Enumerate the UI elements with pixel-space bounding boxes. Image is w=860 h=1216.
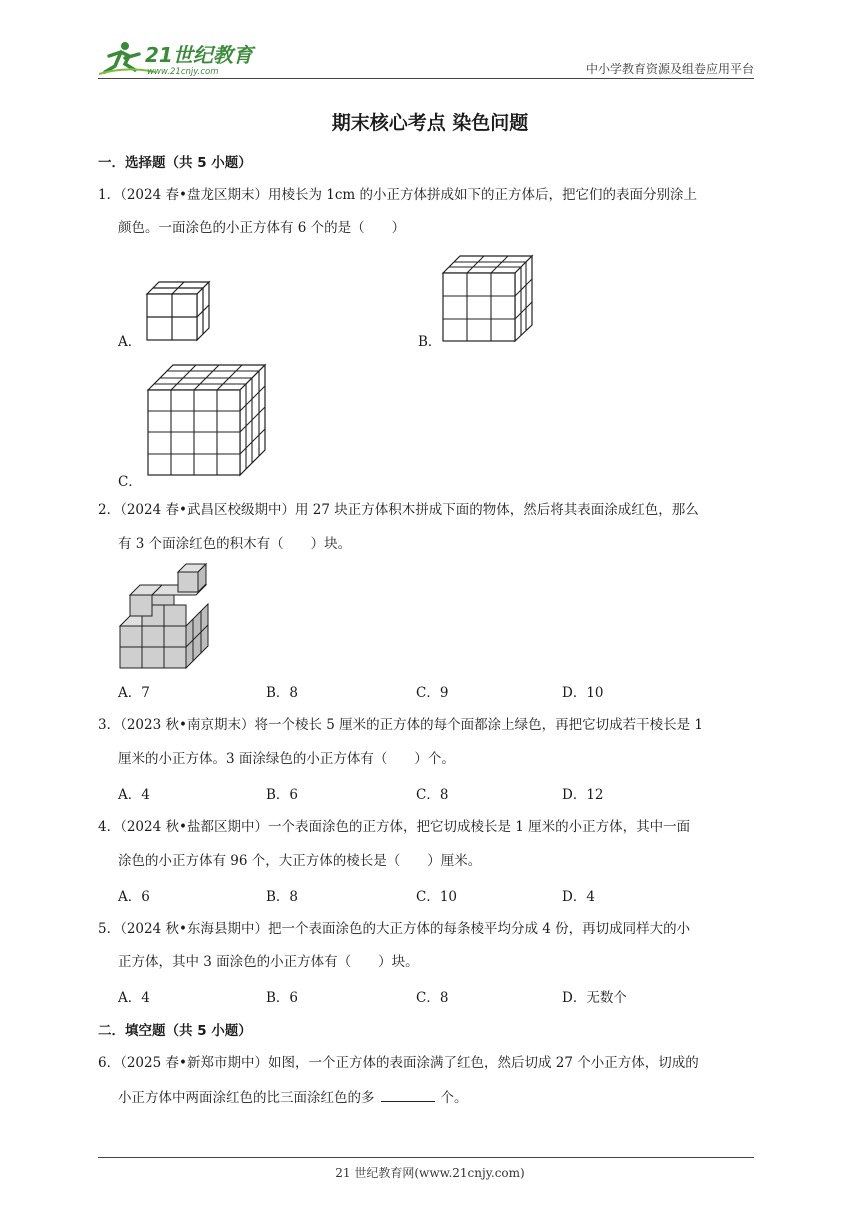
footer-text: 21 世纪教育网(www.21cnjy.com) [335, 1166, 525, 1180]
q4-option-c: C．10 [416, 889, 458, 905]
site-logo [95, 36, 260, 80]
page-title: 期末核心考点 染色问题 [331, 112, 529, 134]
svg-text:www.21cnjy.com: www.21cnjy.com [147, 67, 219, 77]
question-2-text-cont: 有 3 个面涂红色的积木有（ ）块。 [118, 536, 352, 552]
svg-text:21世纪教育: 21世纪教育 [145, 43, 253, 67]
question-3-text-cont: 厘米的小正方体。3 面涂绿色的小正方体有（ ）个。 [118, 751, 455, 767]
q3-option-b: B．6 [266, 787, 299, 803]
q1-option-b-cube-3x3 [440, 253, 536, 343]
q5-option-a: A．4 [118, 990, 150, 1006]
q3-option-a: A．4 [118, 787, 150, 803]
q5-option-b: B．6 [266, 990, 299, 1006]
q1-option-c-cube-4x4 [145, 362, 269, 478]
q2-option-b: B．8 [266, 685, 299, 701]
q4-option-a: A．6 [118, 889, 150, 905]
q2-option-c: C．9 [416, 685, 449, 701]
q6-answer-blank[interactable] [381, 1087, 435, 1102]
question-6-text: 6．（2025 春•新郑市期中）如图，一个正方体的表面涂满了红色，然后切成 27 个小正方体，切成的 [98, 1055, 699, 1071]
q3-option-d: D．12 [562, 787, 604, 803]
q2-option-d: D．10 [562, 685, 604, 701]
q4-option-b: B．8 [266, 889, 299, 905]
question-1-text-cont: 颜色。一面涂色的小正方体有 6 个的是（ ） [118, 220, 406, 236]
q1-option-a-cube-2x2 [145, 280, 215, 342]
question-5-text-cont: 正方体，其中 3 面涂色的小正方体有（ ）块。 [118, 954, 419, 970]
question-4-text-cont: 涂色的小正方体有 96 个，大正方体的棱长是（ ）厘米。 [118, 853, 482, 869]
q5-option-c: C．8 [416, 990, 449, 1006]
question-6-text-cont [118, 1087, 468, 1108]
q1-option-c-label: C． [118, 474, 142, 490]
q2-stacked-blocks-figure [116, 560, 216, 672]
q2-option-a: A．7 [118, 685, 150, 701]
q3-option-c: C．8 [416, 787, 449, 803]
question-3-text: 3．（2023 秋•南京期末）将一个棱长 5 厘米的正方体的每个面都涂上绿色，再把它切成若干棱长是 1 [98, 717, 704, 733]
section-heading-choice: 一．选择题（共 5 小题） [98, 155, 252, 171]
q6-text-after-blank: 个。 [440, 1090, 468, 1106]
question-2-text: 2．（2024 春•武昌区校级期中）用 27 块正方体积木拼成下面的物体，然后将其表面涂成红色，那么 [98, 502, 699, 518]
header-tagline: 中小学教育资源及组卷应用平台 [585, 62, 754, 76]
q1-option-b-label: B． [418, 334, 442, 350]
q1-option-a-label: A． [118, 334, 142, 350]
q4-option-d: D．4 [562, 889, 595, 905]
question-5-text: 5．（2024 秋•东海县期中）把一个表面涂色的大正方体的每条棱平均分成 4 份，再切成同样大的小 [98, 921, 691, 937]
question-1-text: 1．（2024 春•盘龙区期末）用棱长为 1cm 的小正方体拼成如下的正方体后，把它们的表面分别涂上 [98, 187, 697, 203]
question-4-text: 4．（2024 秋•盐都区期中）一个表面涂色的正方体，把它切成棱长是 1 厘米的小正方体，其中一面 [98, 819, 691, 835]
footer-divider [98, 1157, 754, 1158]
q6-text-before-blank: 小正方体中两面涂红色的比三面涂红色的多 [118, 1090, 375, 1106]
q5-option-d: D．无数个 [562, 990, 627, 1006]
section-heading-fill: 二．填空题（共 5 小题） [98, 1023, 252, 1039]
header-divider [98, 78, 754, 79]
